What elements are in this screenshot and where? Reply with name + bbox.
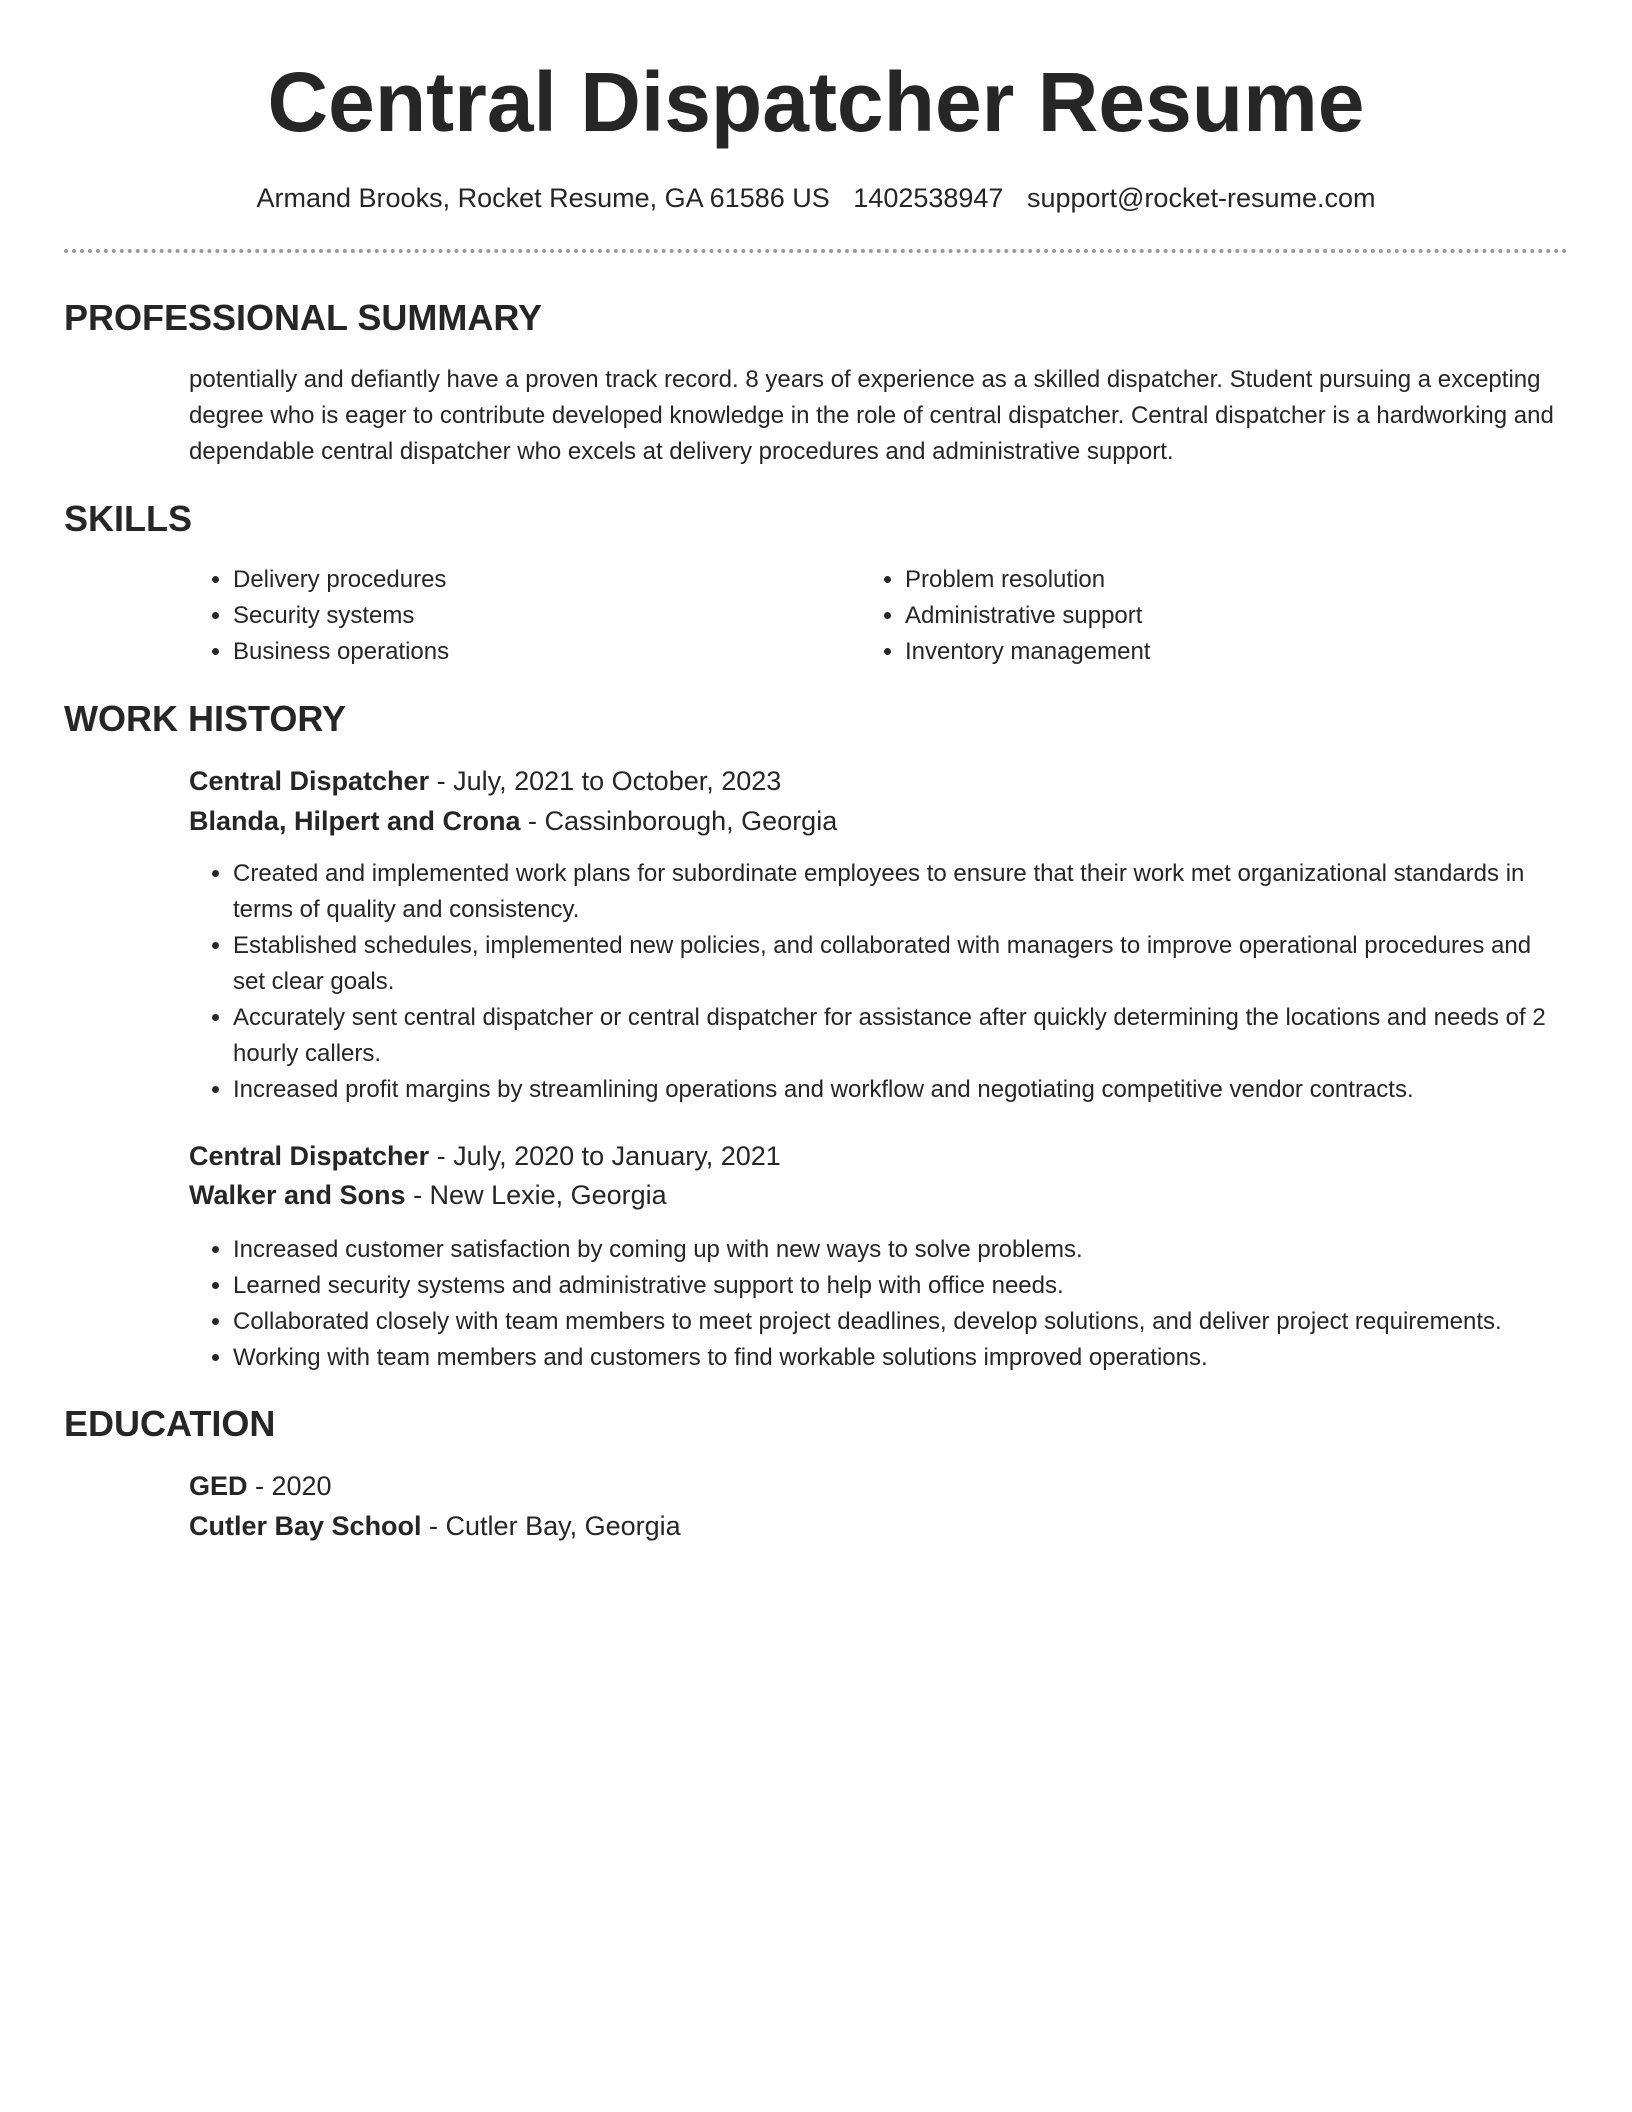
skill-item: • Administrative support <box>905 598 1521 634</box>
job-location: - Cassinborough, Georgia <box>520 806 838 836</box>
job-duties <box>189 1232 1561 1376</box>
work-heading: WORK HISTORY <box>64 698 347 739</box>
duty-item: • Accurately sent central dispatcher or central dispatcher for assistance after quickly determining the locations and needs of 2 hourly callers. <box>233 1000 1561 1072</box>
skill-item: • Delivery procedures <box>233 562 849 598</box>
job-title-line <box>189 761 1561 801</box>
duty-item: • Learned security systems and administrative support to help with office needs. <box>233 1268 1561 1304</box>
job-title: Central Dispatcher <box>189 766 430 796</box>
summary-text: potentially and defiantly have a proven track record. 8 years of experience as a skilled dispatcher. Student pursuing a excepting degree who is eager to contribute developed knowledge in the role of central dispatcher. Central dispatcher is a hardworking and dependable central dispatcher who excels at delivery procedures and administrative support. <box>189 366 1554 465</box>
job-dates: - July, 2020 to January, 2021 <box>429 1141 781 1171</box>
duty-item: • Created and implemented work plans for subordinate employees to ensure that their work met organizational standards in terms of quality and consistency. <box>233 856 1561 928</box>
education-degree: GED <box>189 1471 248 1501</box>
contact-phone: 1402538947 <box>853 183 1004 213</box>
skills-heading: SKILLS <box>64 498 193 539</box>
skill-item: • Problem resolution <box>905 562 1521 598</box>
skills-column-left <box>189 562 849 670</box>
resume-title: Central Dispatcher Resume <box>267 55 1365 149</box>
duty-item: • Working with team members and customers to find workable solutions improved operations. <box>233 1340 1561 1376</box>
duty-item: • Increased profit margins by streamlining operations and workflow and negotiating competitive vendor contracts. <box>233 1072 1561 1108</box>
contact-line <box>0 180 1632 216</box>
header-divider <box>64 249 1568 253</box>
job-dates: - July, 2021 to October, 2023 <box>429 766 782 796</box>
job-company-line <box>189 1175 1561 1215</box>
summary-heading: PROFESSIONAL SUMMARY <box>64 297 543 338</box>
skill-item: • Business operations <box>233 634 849 670</box>
job-company: Walker and Sons <box>189 1180 406 1210</box>
contact-email: support@rocket-resume.com <box>1026 183 1376 213</box>
job-duties <box>189 856 1561 1108</box>
duty-item: • Collaborated closely with team members to meet project deadlines, develop solutions, and deliver project requirements. <box>233 1304 1561 1340</box>
education-school-line <box>189 1506 1561 1546</box>
skill-item: • Security systems <box>233 598 849 634</box>
job-location: - New Lexie, Georgia <box>405 1180 667 1210</box>
job-title: Central Dispatcher <box>189 1141 430 1171</box>
duty-item: • Established schedules, implemented new policies, and collaborated with managers to improve operational procedures and set clear goals. <box>233 928 1561 1000</box>
job-title-line <box>189 1136 1561 1176</box>
skill-item: • Inventory management <box>905 634 1521 670</box>
duty-item: • Increased customer satisfaction by coming up with new ways to solve problems. <box>233 1232 1561 1268</box>
contact-address: Armand Brooks, Rocket Resume, GA 61586 US <box>256 183 830 213</box>
education-location: - Cutler Bay, Georgia <box>421 1511 681 1541</box>
education-degree-line <box>189 1466 1561 1506</box>
education-school: Cutler Bay School <box>189 1511 422 1541</box>
skills-column-right <box>861 562 1521 670</box>
job-company: Blanda, Hilpert and Crona <box>189 806 521 836</box>
education-heading: EDUCATION <box>64 1403 276 1444</box>
education-year: - 2020 <box>247 1471 332 1501</box>
job-company-line <box>189 801 1561 841</box>
